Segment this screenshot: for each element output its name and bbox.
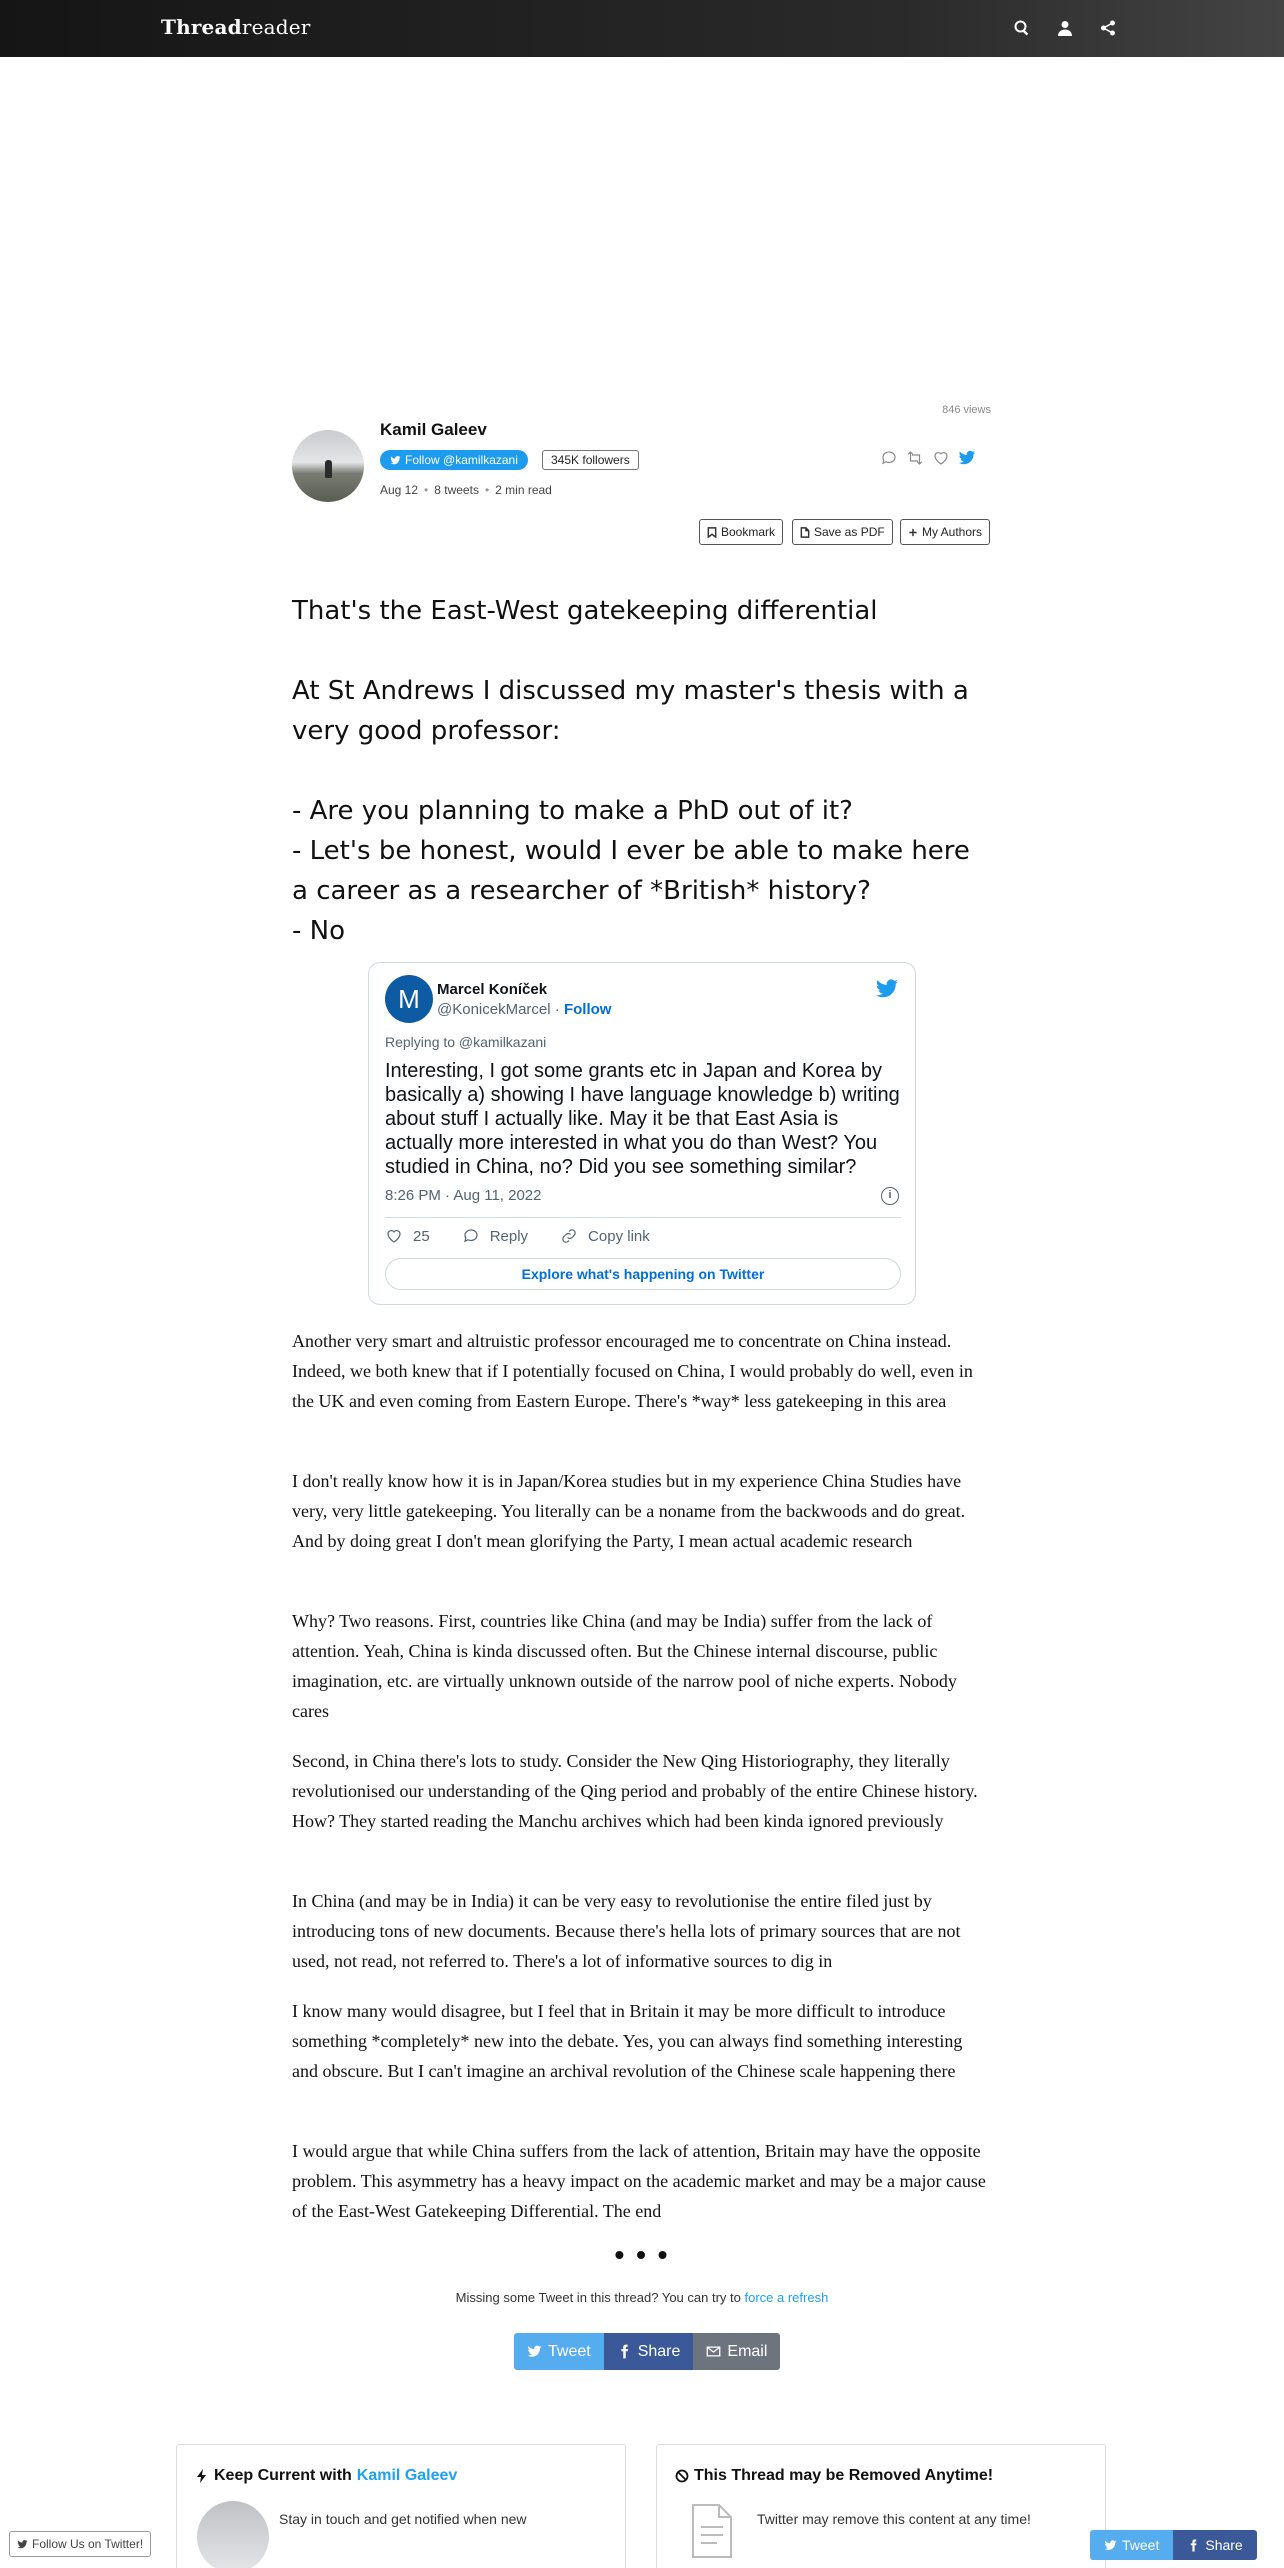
removed-warning-card bbox=[656, 2444, 1106, 2568]
tweet-paragraph: I don't really know how it is in Japan/Korea studies but in my experience China Studies have very, very little gatekeeping. You literally can be a noname from the backwoods and do great. And by doing great I don't mean glorifying the Party, I mean actual academic research bbox=[292, 1471, 966, 1551]
plus-icon bbox=[908, 527, 918, 538]
heart-icon bbox=[385, 1227, 403, 1245]
my-authors-button[interactable] bbox=[900, 519, 990, 545]
thread-lead bbox=[292, 591, 992, 951]
bolt-icon bbox=[195, 2469, 209, 2483]
embed-handle-row: @KonicekMarcel · Follow bbox=[437, 1001, 612, 1018]
floating-tweet-button[interactable] bbox=[1090, 2530, 1173, 2560]
retweet-icon[interactable] bbox=[906, 449, 924, 472]
keep-current-prefix: Keep Current with bbox=[214, 2467, 352, 2484]
twitter-icon[interactable] bbox=[958, 449, 976, 472]
missing-text: Missing some Tweet in this thread? You can try to bbox=[455, 2290, 745, 2305]
tweet-paragraph: Another very smart and altruistic professor encouraged me to concentrate on China instead. Indeed, we both knew that if I potentially focused on China, I would probably do well, even in the UK and even coming from Eastern Europe. There's *way* less gatekeeping in this area bbox=[292, 1331, 973, 1411]
thread-date: Aug 12 bbox=[380, 483, 419, 497]
share-tweet-button[interactable] bbox=[514, 2333, 604, 2370]
embed-timestamp[interactable]: 8:26 PM · Aug 11, 2022 bbox=[385, 1187, 542, 1204]
floating-share-bar bbox=[1090, 2530, 1257, 2560]
like-count: 25 bbox=[413, 1227, 430, 1245]
copy-link-label: Copy link bbox=[588, 1227, 650, 1245]
save-pdf-label: Save as PDF bbox=[814, 525, 885, 539]
share-facebook-button[interactable] bbox=[604, 2333, 694, 2370]
follow-us-label: Follow Us on Twitter! bbox=[32, 2537, 144, 2551]
embed-copy-link-button[interactable] bbox=[560, 1227, 650, 1245]
tweet-paragraph: I would argue that while China suffers from the lack of attention, Britain may have the opposite problem. This asymmetry has a heavy impact on the academic market and may be a major cause of the East-West Gatekeeping Differential. The end bbox=[292, 2141, 986, 2221]
envelope-icon bbox=[706, 2344, 721, 2359]
reply-bubble-icon bbox=[462, 1227, 480, 1245]
embed-actions bbox=[385, 1227, 650, 1245]
ban-icon bbox=[675, 2469, 689, 2483]
share-tweet-label: Tweet bbox=[548, 2342, 591, 2360]
removed-warning-title bbox=[675, 2467, 993, 2485]
facebook-icon bbox=[1187, 2539, 1200, 2552]
embed-body: Interesting, I got some grants etc in Japan and Korea by basically a) showing I have language knowledge b) writing about stuff I actually like. May it be that East Asia is actually more interested in what you do than West? You studied in China, no? Did you see something similar? bbox=[385, 1060, 900, 1178]
embed-avatar[interactable]: M bbox=[385, 975, 433, 1023]
removed-warning-text: Twitter may remove this content at any time! bbox=[757, 2511, 1031, 2527]
search-icon[interactable] bbox=[1011, 17, 1033, 39]
reply-icon[interactable] bbox=[880, 449, 898, 472]
embed-replying-to[interactable]: Replying to @kamilkazani bbox=[385, 1034, 547, 1050]
my-authors-label: My Authors bbox=[922, 525, 983, 539]
lead-paragraph: At St Andrews I discussed my master's thesis with a very good professor: bbox=[292, 676, 969, 746]
link-icon bbox=[560, 1227, 578, 1245]
brand-logo[interactable] bbox=[161, 15, 311, 39]
twitter-bird-icon bbox=[527, 2344, 542, 2359]
save-pdf-button[interactable] bbox=[792, 519, 893, 545]
bookmark-icon bbox=[707, 527, 717, 538]
share-buttons bbox=[514, 2333, 780, 2370]
thread-actions bbox=[880, 449, 976, 472]
force-refresh-link[interactable]: force a refresh bbox=[744, 2290, 829, 2305]
keep-current-title bbox=[195, 2467, 457, 2485]
followers-badge: 345K followers bbox=[542, 450, 639, 470]
divider bbox=[385, 1217, 901, 1218]
lead-paragraph: - Are you planning to make a PhD out of it? - Let's be honest, would I ever be able to make here a career as a researcher of *British* history? - No bbox=[292, 796, 970, 946]
follow-us-twitter-button[interactable] bbox=[9, 2531, 151, 2557]
info-icon[interactable]: i bbox=[881, 1187, 899, 1205]
tweet-paragraph: I know many would disagree, but I feel that in Britain it may be more difficult to introduce something *completely* new into the debate. Yes, you can always find something interesting and obscure. But I can't imagine an archival revolution of the Chinese scale happening there bbox=[292, 2001, 963, 2081]
bookmark-button[interactable] bbox=[699, 519, 783, 545]
embedded-tweet[interactable] bbox=[368, 962, 916, 1305]
floating-share-label: Share bbox=[1205, 2537, 1243, 2553]
author-avatar-small bbox=[197, 2501, 269, 2568]
tweet-paragraph: Why? Two reasons. First, countries like China (and may be India) suffer from the lack of attention. Yeah, China is kinda discussed often. But the Chinese internal discourse, public imagination, etc. are virtually unknown outside of the narrow pool of niche experts. Nobody cares bbox=[292, 1611, 957, 1721]
share-email-button[interactable] bbox=[693, 2333, 780, 2370]
keep-current-text: Stay in touch and get notified when new bbox=[279, 2511, 527, 2527]
read-time: 2 min read bbox=[495, 483, 552, 497]
brand-part1: Thread bbox=[161, 15, 242, 39]
navbar bbox=[0, 0, 1284, 57]
share-facebook-label: Share bbox=[637, 2342, 681, 2360]
floating-share-button[interactable] bbox=[1173, 2530, 1256, 2560]
twitter-logo-icon[interactable] bbox=[875, 977, 899, 1006]
author-avatar[interactable] bbox=[292, 430, 364, 502]
twitter-bird-icon bbox=[1104, 2539, 1117, 2552]
embed-follow-link[interactable]: Follow bbox=[563, 1001, 612, 1018]
tweet-paragraph: In China (and may be in India) it can be very easy to revolutionise the entire filed just by introducing tons of new documents. Because there's hella lots of primary sources that are not used, not read, not referred to. There's a lot of informative sources to dig in bbox=[292, 1891, 961, 1971]
user-icon[interactable] bbox=[1054, 17, 1076, 39]
twitter-bird-icon bbox=[390, 455, 401, 466]
file-icon bbox=[800, 527, 810, 538]
follow-button-label: Follow @kamilkazani bbox=[405, 453, 518, 467]
thread-end-ellipsis: • • • bbox=[614, 2239, 670, 2270]
follow-button[interactable] bbox=[380, 450, 528, 470]
share-email-label: Email bbox=[727, 2342, 768, 2360]
document-icon bbox=[681, 2501, 741, 2561]
tweet-paragraph: Second, in China there's lots to study. Consider the New Qing Historiography, they literally revolutionised our understanding of the Qing period and probably of the entire Chinese history. How? They started reading the Manchu archives which had been kinda ignored previously bbox=[292, 1751, 978, 1831]
view-count: 846 views bbox=[942, 404, 991, 416]
bookmark-label: Bookmark bbox=[721, 525, 776, 539]
floating-tweet-label: Tweet bbox=[1122, 2537, 1160, 2553]
embed-like-button[interactable] bbox=[385, 1227, 430, 1245]
embed-author-name[interactable]: Marcel Koníček bbox=[437, 981, 548, 998]
author-name[interactable]: Kamil Galeev bbox=[380, 420, 487, 439]
missing-tweet-notice bbox=[292, 2290, 992, 2305]
lead-paragraph: That's the East-West gatekeeping differential bbox=[292, 596, 878, 626]
removed-title-text: This Thread may be Removed Anytime! bbox=[694, 2467, 994, 2484]
embed-handle[interactable]: @KonicekMarcel bbox=[437, 1001, 551, 1018]
twitter-bird-icon bbox=[17, 2539, 28, 2550]
share-icon[interactable] bbox=[1097, 17, 1119, 39]
embed-reply-button[interactable] bbox=[462, 1227, 528, 1245]
keep-current-author-link[interactable]: Kamil Galeev bbox=[356, 2467, 458, 2484]
explore-twitter-button[interactable]: Explore what's happening on Twitter bbox=[385, 1258, 901, 1290]
like-icon[interactable] bbox=[932, 449, 950, 472]
reply-label: Reply bbox=[489, 1227, 529, 1245]
facebook-icon bbox=[617, 2344, 632, 2359]
keep-current-card bbox=[176, 2444, 626, 2568]
brand-part2: reader bbox=[241, 15, 311, 39]
tweet-count: 8 tweets bbox=[434, 483, 479, 497]
thread-meta: Aug 12 • 8 tweets • 2 min read bbox=[380, 483, 552, 497]
